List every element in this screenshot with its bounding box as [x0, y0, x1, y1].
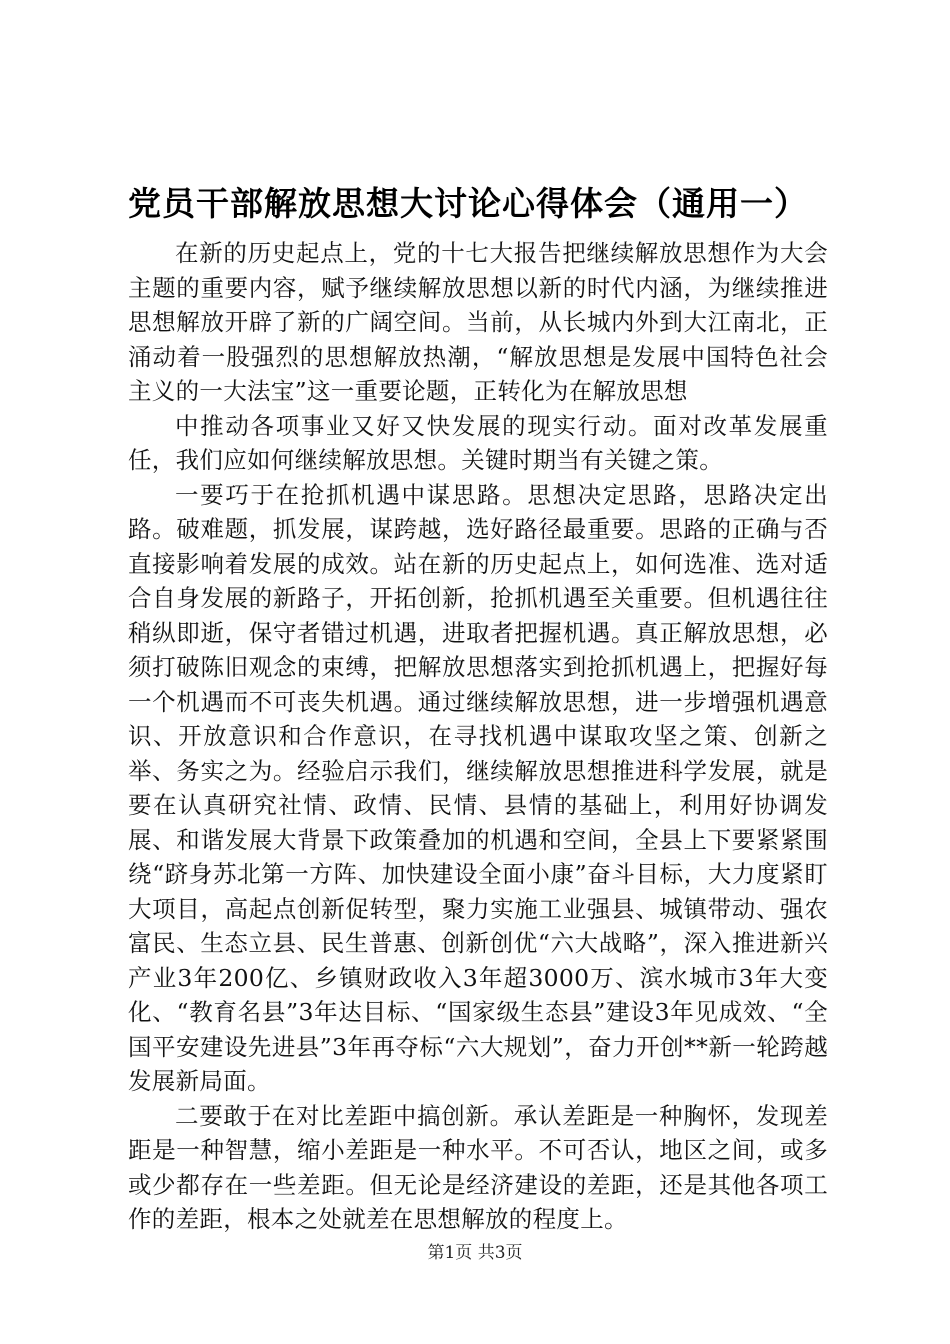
- paragraph-2: 中推动各项事业又好又快发展的现实行动。面对改革发展重任，我们应如何继续解放思想。关键时期当有关键之策。: [128, 411, 828, 474]
- paragraph-4: 二要敢于在对比差距中搞创新。承认差距是一种胸怀，发现差距是一种智慧，缩小差距是一种水平。不可否认，地区之间，或多或少都存在一些差距。但无论是经济建设的差距，还是其他各项工作的差距，根本之处就差在思想解放的程度上。: [128, 1101, 828, 1233]
- document-body: [128, 236, 828, 1237]
- document-title: 党员干部解放思想大讨论心得体会（通用一）: [128, 184, 808, 224]
- paragraph-1: 在新的历史起点上，党的十七大报告把继续解放思想作为大会主题的重要内容，赋予继续解放思想以新的时代内涵，为继续推进思想解放开辟了新的广阔空间。当前，从长城内外到大江南北，正涌动着一股强烈的思想解放热潮，“解放思想是发展中国特色社会主义的一大法宝”这一重要论题，正转化为在解放思想: [128, 239, 828, 405]
- paragraph-3: 一要巧于在抢抓机遇中谋思路。思想决定思路，思路决定出路。破难题，抓发展，谋跨越，选好路径最重要。思路的正确与否直接影响着发展的成效。站在新的历史起点上，如何选准、选对适合自身发展的新路子，开拓创新，抢抓机遇至关重要。但机遇往往稍纵即逝，保守者错过机遇，进取者把握机遇。真正解放思想，必须打破陈旧观念的束缚，把解放思想落实到抢抓机遇上，把握好每一个机遇而不可丧失机遇。通过继续解放思想，进一步增强机遇意识、开放意识和合作意识，在寻找机遇中谋取攻坚之策、创新之举、务实之为。经验启示我们，继续解放思想推进科学发展，就是要在认真研究社情、政情、民情、县情的基础上，利用好协调发展、和谐发展大背景下政策叠加的机遇和空间，全县上下要紧紧围绕“跻身苏北第一方阵、加快建设全面小康”奋斗目标，大力度紧盯大项目，高起点创新促转型，聚力实施工业强县、城镇带动、强农富民、生态立县、民生普惠、创新创优“六大战略”，深入推进新兴产业3年200亿、乡镇财政收入3年超3000万、滨水城市3年大变化、“教育名县”3年达目标、“国家级生态县”建设3年见成效、“全国平安建设先进县”3年再夺标“六大规划”，奋力开创**新一轮跨越发展新局面。: [128, 480, 828, 1095]
- page-number-footer: 第1页 共3页: [427, 1243, 523, 1263]
